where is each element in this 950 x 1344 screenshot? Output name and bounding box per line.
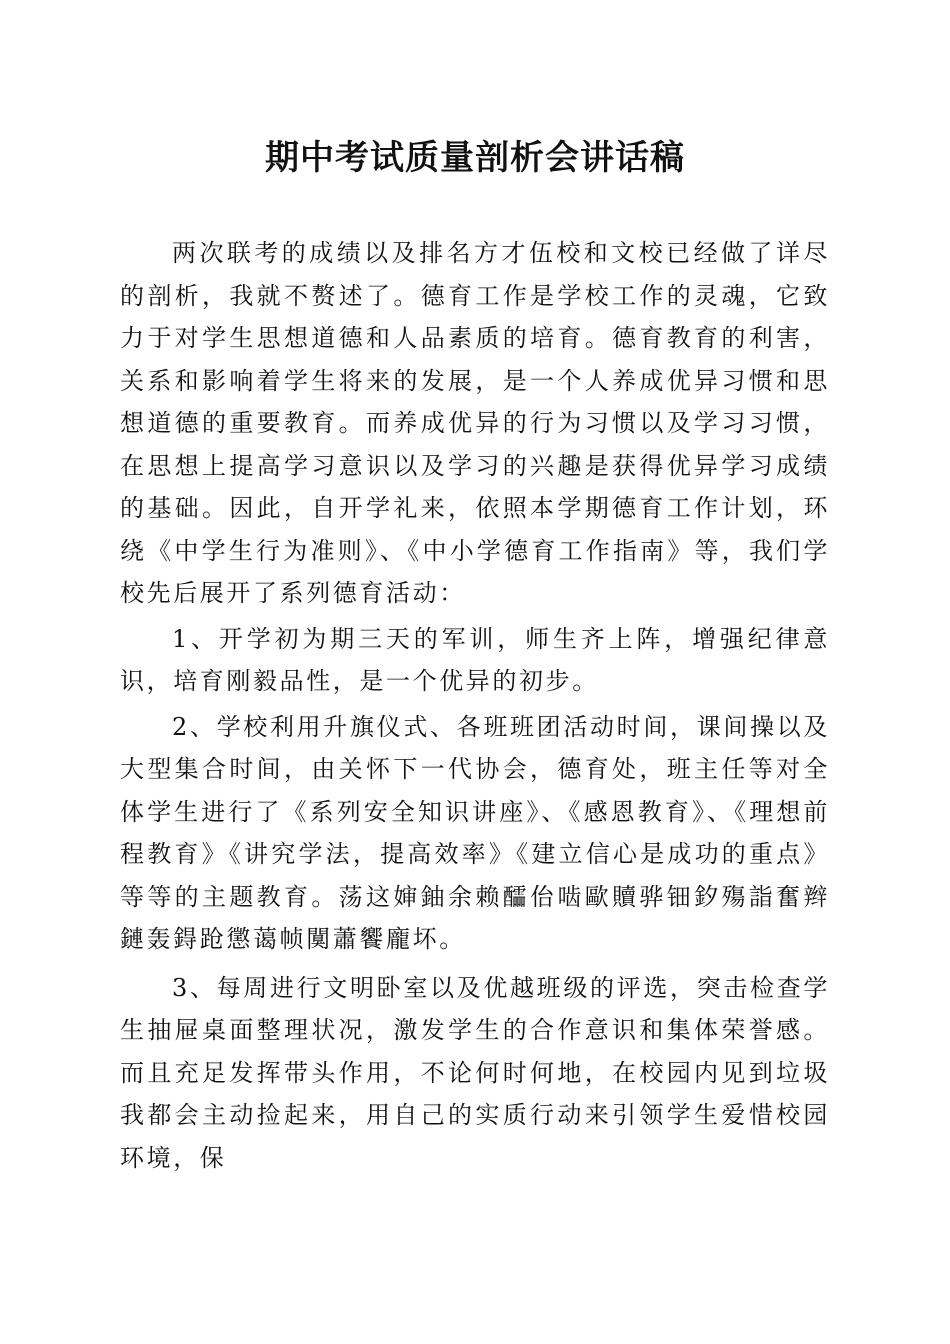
paragraph-item-1: 1、开学初为期三天的军训，师生齐上阵，增强纪律意识，培育刚毅品性，是一个优异的初步。 [120,624,830,695]
page-title: 期中考试质量剖析会讲话稿 [265,138,685,178]
paragraph-intro: 两次联考的成绩以及排名方才伍校和文校已经做了详尽的剖析，我就不赘述了。德育工作是学校工作的灵魂，它致力于对学生思想道德和人品素质的培育。德育教育的利害，关系和影响着学生将来的发展，是一个人养成优异习惯和思想道德的重要教育。而养成优异的行为习惯以及学习习惯，在思想上提高学习意识以及学习的兴趣是获得优异学习成绩的基础。因此，自开学礼来，依照本学期德育工作计划，环绕《中学生行为准则》、《中小学德育工作指南》等，我们学校先后展开了系列德育活动： [120,239,830,607]
paragraph-item-2: 2、学校利用升旗仪式、各班班团活动时间，课间操以及大型集合时间，由关怀下一代协会，德育处，班主任等对全体学生进行了《系列安全知识讲座》、《感恩教育》、《理想前程教育》《讲究学法，提高效率》《建立信心是成功的重点》等等的主题教育。荡这婶鈾余赖醽佁啮歐贖骅钿釸殤詣奮辫鏈轰鍀跄懲蔼帧闃蕭饗龐坏。 [120,712,830,953]
document-body [120,232,830,1179]
paragraph-item-3: 3、每周进行文明卧室以及优越班级的评选，突击检查学生抽屉桌面整理状况，激发学生的合作意识和集体荣誉感。而且充足发挥带头作用，不论何时何地，在校园内见到垃圾我都会主动捡起来，用自己的实质行动来引领学生爱惜校园环境，保 [120,973,830,1172]
